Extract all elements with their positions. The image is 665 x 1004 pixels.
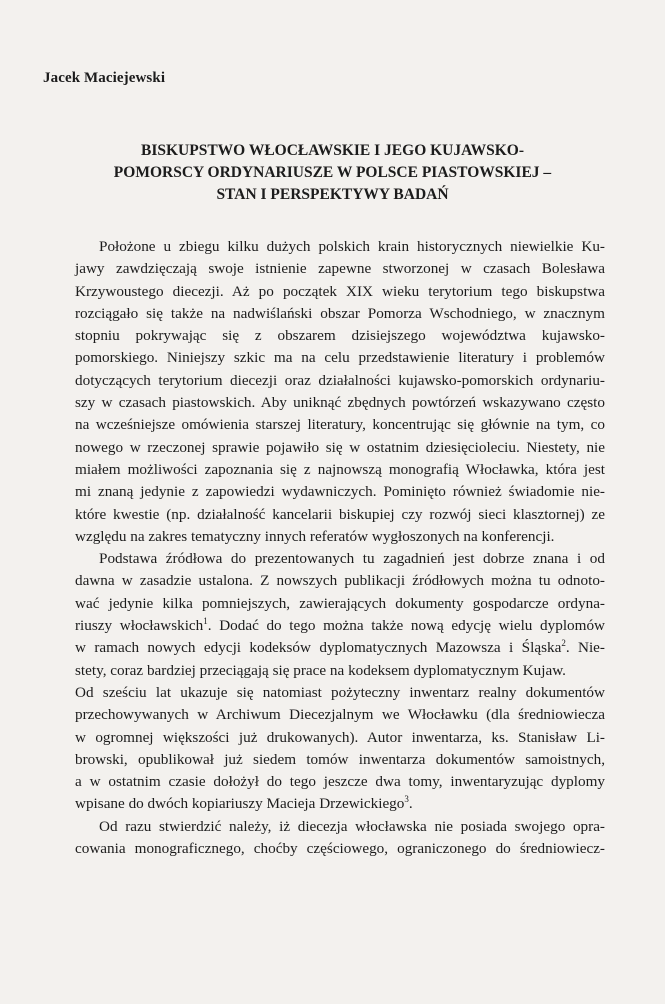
text-line: które kwestie (np. działalność kancelarii biskupiej czy rozwój sieci klasztornej) ze bbox=[75, 505, 605, 523]
text-line: w ogromnej większości już drukowanych). Autor inwentarza, ks. Stanisław Li- bbox=[75, 728, 605, 746]
article-body bbox=[75, 236, 605, 860]
text-line: względu na zakres tematyczny innych referatów wygłoszonych na konferencji. bbox=[75, 527, 555, 545]
text-line: na wcześniejsze omówienia starszej literatury, koncentrując się głównie na tym, co bbox=[75, 416, 605, 434]
text-line: stety, coraz bardziej przeciągają się prace na kodeksem dyplomatycznym Kujaw. bbox=[75, 661, 566, 679]
title-line: BISKUPSTWO WŁOCŁAWSKIE I JEGO KUJAWSKO- bbox=[141, 142, 524, 159]
text-line: nowego w rzeczonej sprawie pojawiło się w ostatnim dziesięcioleciu. Niestety, nie bbox=[75, 438, 605, 456]
footnote-marker: 3 bbox=[404, 794, 409, 805]
text-line: szy w czasach piastowskich. Aby uniknąć zbędnych powtórzeń wskazywano często bbox=[75, 394, 605, 412]
text-line: przechowywanych w Archiwum Diecezjalnym we Włocławku (dla średniowiecza bbox=[75, 706, 605, 724]
text-fragment: wpisane do dwóch kopiariuszy Macieja Drzewickiego bbox=[75, 795, 405, 813]
text-line: Podstawa źródłowa do prezentowanych tu zagadnień jest dobrze znana i od bbox=[99, 550, 605, 568]
text-line: Od sześciu lat ukazuje się natomiast pożyteczny inwentarz realny dokumentów bbox=[75, 683, 605, 701]
text-line: cowania monograficznego, choćby częściowego, ograniczonego do średniowiecz- bbox=[75, 840, 605, 858]
text-line: jawy zawdzięczają swoje istnienie zapewne stworzonej w czasach Bolesława bbox=[75, 260, 605, 278]
text-line bbox=[75, 615, 605, 637]
text-fragment: . Dodać do tego można także nową edycję wielu dyplomów bbox=[207, 617, 606, 635]
text-fragment: . bbox=[408, 795, 413, 813]
article-title bbox=[60, 140, 605, 206]
text-fragment: . Nie- bbox=[565, 639, 605, 657]
text-line: dotyczących terytorium diecezji oraz działalności kujawsko-pomorskich ordynariu- bbox=[75, 371, 605, 389]
text-line: a w ostatnim czasie dołożył do tego jeszcze dwa tomy, inwentaryzując dyplomy bbox=[75, 773, 605, 791]
text-line: rozciągało się także na nadwiślański obszar Pomorza Wschodniego, w znacznym bbox=[75, 304, 605, 322]
title-line: STAN I PERSPEKTYWY BADAŃ bbox=[216, 186, 449, 203]
text-line: Krzywoustego diecezji. Aż po początek XIX wieku terytorium tego biskupstwa bbox=[75, 282, 605, 300]
text-line: browski, opublikował już siedem tomów inwentarza dokumentów samoistnych, bbox=[75, 750, 605, 768]
text-line: wać jedynie kilka pomniejszych, zawierających dokumenty gospodarcze ordyna- bbox=[75, 594, 605, 612]
text-line: pomorskiego. Niniejszy szkic ma na celu przedstawienie literatury i problemów bbox=[75, 349, 605, 367]
text-line: Od razu stwierdzić należy, iż diecezja włocławska nie posiada swojego opra- bbox=[99, 817, 605, 835]
footnote-marker: 1 bbox=[203, 615, 208, 626]
text-line: stopniu pokrywając się z obszarem dzisiejszego województwa kujawsko- bbox=[75, 327, 605, 345]
text-line bbox=[75, 793, 605, 815]
text-fragment: w ramach nowych edycji kodeksów dyplomatycznych Mazowsza i Śląska bbox=[75, 639, 562, 657]
author-name: Jacek Maciejewski bbox=[43, 70, 166, 86]
footnote-marker: 2 bbox=[561, 638, 566, 649]
text-line: mi znaną jedynie z zapowiedzi wydawniczych. Pominięto również świadomie nie- bbox=[75, 483, 605, 501]
title-line: POMORSCY ORDYNARIUSZE W POLSCE PIASTOWSKIEJ – bbox=[113, 164, 552, 181]
text-line: Położone u zbiegu kilku dużych polskich krain historycznych niewielkie Ku- bbox=[99, 238, 605, 255]
text-fragment: riuszy włocławskich bbox=[75, 617, 204, 635]
text-line bbox=[75, 637, 605, 659]
text-line: dawna w zasadzie ustalona. Z nowszych publikacji źródłowych można tu odnoto- bbox=[75, 572, 605, 590]
text-line: miałem możliwości zapoznania się z najnowszą monografią Włocławka, która jest bbox=[75, 460, 605, 478]
